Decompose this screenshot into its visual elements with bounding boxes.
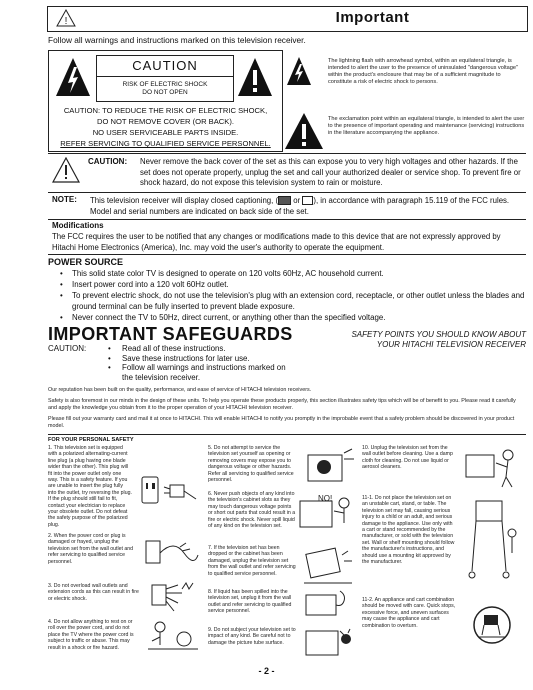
caution-block-label: CAUTION: [88,157,128,166]
svg-text:NO!: NO! [318,494,333,503]
shock-line-2: DO NOT OPEN [142,89,188,96]
divider [48,434,526,435]
service-tv-illustration [298,447,356,487]
modifications-label: Modifications [52,221,104,230]
spilled-liquid-illustration [300,587,356,619]
caution-line-3: NO USER SERVICEABLE PARTS INSIDE. [92,128,239,137]
list-item: • Never connect the TV to 50Hz, direct current, or anything other than the specified voltage. [60,312,525,323]
lightning-triangle-icon [286,56,312,86]
tip-6-text: 6. Never push objects of any kind into the television's cabinet slots as they may touch dangerous voltage points or short out parts that could result in a fire or electric shock. Never spill liquid of any kind on the television set. [208,491,296,530]
caution-block [48,154,526,192]
modifications-text: The FCC requires the user to be notified that any changes or modifications made to this device that are not expressly approved by Hitachi Home Electronics (America), Inc. may void the user's authority to operate the equipment. [52,232,501,252]
note-text-a: This television receiver will display closed captioning, ( [90,196,279,205]
caution-word: CAUTION [97,58,233,77]
tip-8-text: 8. If liquid has been spilled into the television set, unplug it from the wall outlet and refer servicing to qualified service personnel. [208,589,292,615]
cord-traffic-illustration [146,617,200,653]
paragraph-reputation: Our reputation has been built on the quality, performance, and ease of service of HITACHI television receivers. [48,387,312,393]
tip-4-text: 4. Do not allow anything to rest on or roll over the power cord, and do not place the TV where the power cord is subject to traffic or abuse. This may result in a shock or fire hazard. [48,619,134,651]
no-objects-illustration [298,491,356,533]
power-source-heading: POWER SOURCE [48,257,124,267]
exclamation-triangle-icon [237,57,273,97]
cleaning-illustration [462,445,522,489]
page-number: - 2 - [258,666,275,676]
safety-points-line-1: SAFETY POINTS YOU SHOULD KNOW ABOUT [351,330,526,339]
modifications-block [48,220,526,254]
list-item: • Follow all warnings and instructions marked on the television receiver. [108,363,298,382]
tip-3-text: 3. Do not overload wall outlets and extension cords as this can result in fire or electric shock. [48,583,139,602]
damaged-cord-illustration [144,535,200,571]
list-item: • This solid state color TV is designed to operate on 120 volts 60Hz, AC household current. [60,268,525,279]
unstable-cart-illustration [462,491,522,591]
page-title: Important [335,9,410,26]
list-item: • Read all of these instructions. [108,344,298,354]
cart-overturn-icon [472,605,512,645]
dropped-tv-illustration [300,545,356,587]
intro-text: Follow all warnings and instructions marked on this television receiver. [48,35,306,45]
header-box [47,6,528,32]
tip-11-1-text: 11-1. Do not place the television set on an unstable cart, stand, or table. The television set may fall, causing serious injury to a child or an adult, and serious damage to the appliance. Use only with a cart or stand recommended by the manufacturer, or sold with the television set. Wall or shelf mounting should follow the manufacturer's instructions, and should use a mounting kit approved by the manufacturer. [362,495,455,566]
svg-text:!: ! [64,16,68,27]
paragraph-warranty: Please fill out your warranty card and mail it at once to HITACHI. This will enable HITACHI to notify you promptly in the improbable event that a safety problem should be discovered in your product model. [48,416,515,429]
tip-5-text: 5. Do not attempt to service the television set yourself as opening or removing covers may expose you to dangerous voltage or other hazards. Refer all servicing to qualified service personnel. [208,445,294,484]
lightning-triangle-icon [55,57,91,97]
note-text [90,195,520,217]
caution-instructions [49,105,282,149]
list-item: • Save these instructions for later use. [108,354,298,364]
safety-points-heading [322,330,526,350]
cc-icon [278,196,291,205]
power-source-list [60,268,525,323]
note-text-b: or [291,196,303,205]
paragraph-safety: Safety is also foremost in our minds in the design of these units. To help you operate these products properly, this section illustrates safety tips which will be of benefit to you. Please read it carefully and apply the knowledge you obtain from it to the proper operation of your HITACHI television receiver. [48,398,516,411]
note-label: NOTE: [52,195,77,204]
tip-11-2-text: 11-2. An appliance and cart combination should be moved with care. Quick stops, excessive force, and uneven surfaces may cause the appliance and cart combination to overturn. [362,597,456,629]
note-text-c: ), in accordance with paragraph 15.119 of the FCC rules. Model and serial numbers are indicated on back side of the set. [90,196,510,216]
warning-triangle-icon [52,157,80,183]
tip-2-text: 2. When the power cord or plug is damaged or frayed, unplug the television set from the wall outlet and refer servicing to qualified service personnel. [48,533,134,565]
list-item: • Insert power cord into a 120 volt 60Hz outlet. [60,279,525,290]
note-block [48,193,526,219]
exclamation-symbol-text: The exclamation point within an equilateral triangle, is intended to alert the user to the presence of important operating and maintenance (servicing) instructions in the literature accompanying the appliance. [328,116,525,136]
tip-1-text: 1. This television set is equipped with a polarized alternating-current line plug (a plug having one blade wider than the other). This plug will fit into the power outlet only one way. This is a safety feature. If you are unable to insert the plug fully into the outlet, try reversing the plug. If the plug should still fail to fit, contact your electrician to replace your obsolete outlet. Do not defeat the safety purpose of the polarized plug. [48,445,132,528]
caution-label [96,55,234,102]
list-item: • To prevent electric shock, do not use the television's plug with an extension cord, receptacle, or other outlet unless the blades and ground terminal can be fully inserted to prevent blade exposure. [60,290,525,312]
polarized-plug-illustration [138,471,198,511]
tip-10-text: 10. Unplug the television set from the wall outlet before cleaning. Use a damp cloth for cleaning. Do not use liquid or aerosol cleaners. [362,445,453,471]
caution-label-box [48,50,283,152]
caution-line-1: CAUTION: TO REDUCE THE RISK OF ELECTRIC SHOCK, [63,106,268,115]
safety-points-line-2: YOUR HITACHI TELEVISION RECEIVER [376,340,526,349]
safeguards-heading: IMPORTANT SAFEGUARDS [48,324,293,344]
caution-line-2: DO NOT REMOVE COVER (OR BACK). [97,117,234,126]
caution-block-text: Never remove the back cover of the set as this can expose you to very high voltages and other hazards. If the set does not operate properly, unplug the set and call your authorized dealer or service shop. To prevent fire or shock hazard, do not expose this television system to rain or moisture. [140,157,521,187]
exclamation-triangle-icon [284,112,324,150]
impact-illustration [300,625,356,659]
flash-symbol-text: The lightning flash with arrowhead symbol, within an equilateral triangle, is intended to alert the user to the presence of uninsulated "dangerous voltage" within the product's enclosure that may be of a sufficient magnitude to constitute a risk of electric shock to persons. [328,58,518,85]
safeguards-caution-list [108,344,298,382]
tip-9-text: 9. Do not subject your television set to impact of any kind. Be careful not to damage the picture tube surface. [208,627,296,646]
safeguards-caution-label: CAUTION: [48,344,87,353]
cc-alt-icon [302,196,313,205]
personal-safety-heading: FOR YOUR PERSONAL SAFETY [48,437,134,443]
tip-7-text: 7. If the television set has been dropped or the cabinet has been damaged, unplug the television set from the wall outlet and refer servicing to qualified service personnel. [208,545,296,577]
overloaded-outlet-illustration [148,581,200,615]
shock-line-1: RISK OF ELECTRIC SHOCK [122,81,208,88]
divider [48,254,526,255]
caution-line-4: REFER SERVICING TO QUALIFIED SERVICE PERSONNEL. [60,139,271,148]
